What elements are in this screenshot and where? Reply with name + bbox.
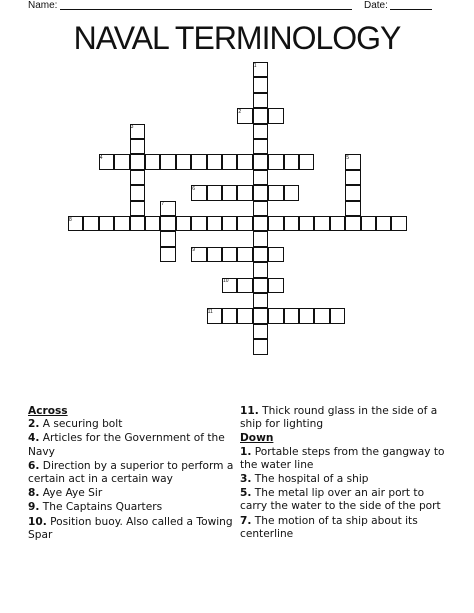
- grid-cell[interactable]: [253, 139, 268, 154]
- grid-cell[interactable]: [253, 339, 268, 354]
- clue-text: Portable steps from the gangway to the water line: [240, 445, 445, 471]
- clue-number-label: 11: [207, 308, 213, 315]
- clue-across-6: [28, 460, 238, 486]
- grid-cell[interactable]: [345, 185, 360, 200]
- clue-text: Position buoy. Also called a Towing Spar: [28, 515, 233, 541]
- clue-number-label: 4: [99, 154, 103, 161]
- grid-cell[interactable]: [345, 201, 360, 216]
- grid-cell[interactable]: [253, 262, 268, 277]
- grid-cell[interactable]: [130, 170, 145, 185]
- grid-cell[interactable]: [268, 278, 283, 293]
- page-title: NAVAL TERMINOLOGY: [73, 20, 401, 56]
- grid-cell[interactable]: [330, 216, 345, 231]
- grid-cell[interactable]: [237, 247, 252, 262]
- grid-cell[interactable]: [222, 308, 237, 323]
- grid-cell[interactable]: [160, 216, 175, 231]
- grid-cell[interactable]: [299, 216, 314, 231]
- clue-text: Thick round glass in the side of a ship for lighting: [240, 405, 438, 431]
- grid-cell[interactable]: [253, 201, 268, 216]
- clue-number-label: 2: [238, 108, 242, 115]
- grid-cell[interactable]: [253, 77, 268, 92]
- grid-cell[interactable]: [237, 216, 252, 231]
- grid-cell[interactable]: [83, 216, 98, 231]
- grid-cell[interactable]: [330, 308, 345, 323]
- grid-cell[interactable]: [253, 93, 268, 108]
- grid-cell[interactable]: [345, 216, 360, 231]
- clue-number-label: 9: [192, 247, 195, 254]
- grid-cell[interactable]: [268, 247, 283, 262]
- clue-down-1: [240, 446, 452, 472]
- grid-cell[interactable]: [345, 170, 360, 185]
- grid-cell[interactable]: [237, 308, 252, 323]
- clue-down-3: [240, 473, 452, 486]
- date-label: Date:: [364, 0, 388, 11]
- grid-cell[interactable]: [176, 216, 191, 231]
- grid-cell[interactable]: [253, 216, 268, 231]
- grid-cell[interactable]: [268, 108, 283, 123]
- grid-cell[interactable]: [268, 185, 283, 200]
- grid-cell[interactable]: [222, 185, 237, 200]
- clue-across-11: [240, 405, 452, 431]
- clue-across-2: [28, 418, 238, 431]
- grid-cell[interactable]: [268, 154, 283, 169]
- grid-cell[interactable]: [253, 324, 268, 339]
- clue-number-label: 5: [346, 154, 349, 161]
- grid-cell[interactable]: [145, 216, 160, 231]
- grid-cell[interactable]: [207, 216, 222, 231]
- clue-across-9: [28, 501, 238, 514]
- clue-across-4: [28, 432, 238, 458]
- clue-number-label: 6: [192, 185, 195, 192]
- clue-number: 10.: [28, 515, 47, 528]
- clue-across-8: [28, 487, 238, 500]
- clue-number: 2.: [28, 418, 40, 431]
- grid-cell[interactable]: [99, 216, 114, 231]
- grid-cell[interactable]: [130, 139, 145, 154]
- grid-cell[interactable]: [391, 216, 406, 231]
- grid-cell[interactable]: [268, 216, 283, 231]
- clue-across-10: [28, 516, 238, 542]
- clue-number: 11.: [240, 405, 259, 417]
- clue-number-label: 7: [161, 201, 165, 208]
- grid-cell[interactable]: [314, 308, 329, 323]
- grid-cell[interactable]: [253, 293, 268, 308]
- clue-number-label: 8: [69, 216, 72, 223]
- clue-number: 9.: [28, 501, 40, 514]
- grid-cell[interactable]: [361, 216, 376, 231]
- clue-number: 3.: [240, 473, 252, 486]
- grid-cell[interactable]: [253, 185, 268, 200]
- grid-cell[interactable]: [114, 154, 129, 169]
- grid-cell[interactable]: [237, 278, 252, 293]
- clue-number: 1.: [240, 445, 252, 458]
- grid-cell[interactable]: [299, 154, 314, 169]
- grid-cell[interactable]: [160, 247, 175, 262]
- grid-cell[interactable]: [191, 216, 206, 231]
- clue-number-label: 1: [253, 62, 257, 69]
- clue-down-7: [240, 515, 452, 541]
- grid-cell[interactable]: [130, 201, 145, 216]
- grid-cell[interactable]: [314, 216, 329, 231]
- grid-cell[interactable]: [114, 216, 129, 231]
- clue-text: Articles for the Government of the Navy: [28, 432, 225, 458]
- clues-left-column: [28, 405, 238, 543]
- grid-cell[interactable]: [284, 154, 299, 169]
- clue-number-label: 10: [223, 278, 229, 285]
- grid-cell[interactable]: [253, 231, 268, 246]
- clue-text: A securing bolt: [42, 418, 123, 431]
- grid-cell[interactable]: [268, 308, 283, 323]
- grid-cell[interactable]: [176, 154, 191, 169]
- grid-cell[interactable]: [253, 124, 268, 139]
- clue-down-5: [240, 487, 452, 513]
- clue-text: Direction by a superior to perform a certain act in a certain way: [28, 459, 234, 486]
- grid-cell[interactable]: [253, 108, 268, 123]
- grid-cell[interactable]: [191, 154, 206, 169]
- clue-number: 8.: [28, 487, 40, 500]
- grid-cell[interactable]: [222, 247, 237, 262]
- grid-cell[interactable]: [222, 154, 237, 169]
- grid-cell[interactable]: [207, 247, 222, 262]
- grid-cell[interactable]: [253, 170, 268, 185]
- grid-cell[interactable]: [237, 185, 252, 200]
- clue-number: 6.: [28, 459, 40, 472]
- grid-cell[interactable]: [130, 154, 145, 169]
- grid-cell[interactable]: [130, 185, 145, 200]
- grid-cell[interactable]: [376, 216, 391, 231]
- grid-cell[interactable]: [253, 278, 268, 293]
- clue-text: The hospital of a ship: [254, 473, 369, 486]
- grid-cell[interactable]: [160, 231, 175, 246]
- grid-cell[interactable]: [253, 154, 268, 169]
- clue-number: 4.: [28, 432, 40, 445]
- grid-cell[interactable]: [130, 216, 145, 231]
- clue-text: The metal lip over an air port to carry the water to the side of the port: [240, 487, 441, 513]
- grid-cell[interactable]: [207, 154, 222, 169]
- grid-cell[interactable]: [222, 216, 237, 231]
- grid-cell[interactable]: [284, 308, 299, 323]
- grid-cell[interactable]: [284, 216, 299, 231]
- down-heading: Down: [240, 432, 274, 445]
- clue-number: 7.: [240, 514, 252, 527]
- grid-cell[interactable]: [207, 185, 222, 200]
- clue-text: The motion of ta ship about its centerline: [240, 514, 418, 540]
- name-label: Name:: [28, 0, 58, 11]
- clues-right-column: [240, 405, 452, 542]
- grid-cell[interactable]: [237, 154, 252, 169]
- clue-number-label: 3: [130, 124, 134, 131]
- grid-cell[interactable]: [160, 154, 175, 169]
- clue-text: Aye Aye Sir: [42, 487, 103, 500]
- grid-cell[interactable]: [253, 247, 268, 262]
- grid-cell[interactable]: [284, 185, 299, 200]
- clue-text: The Captains Quarters: [42, 501, 163, 514]
- grid-cell[interactable]: [145, 154, 160, 169]
- across-heading: Across: [28, 405, 68, 417]
- clue-number: 5.: [240, 487, 252, 500]
- grid-cell[interactable]: [299, 308, 314, 323]
- grid-cell[interactable]: [253, 308, 268, 323]
